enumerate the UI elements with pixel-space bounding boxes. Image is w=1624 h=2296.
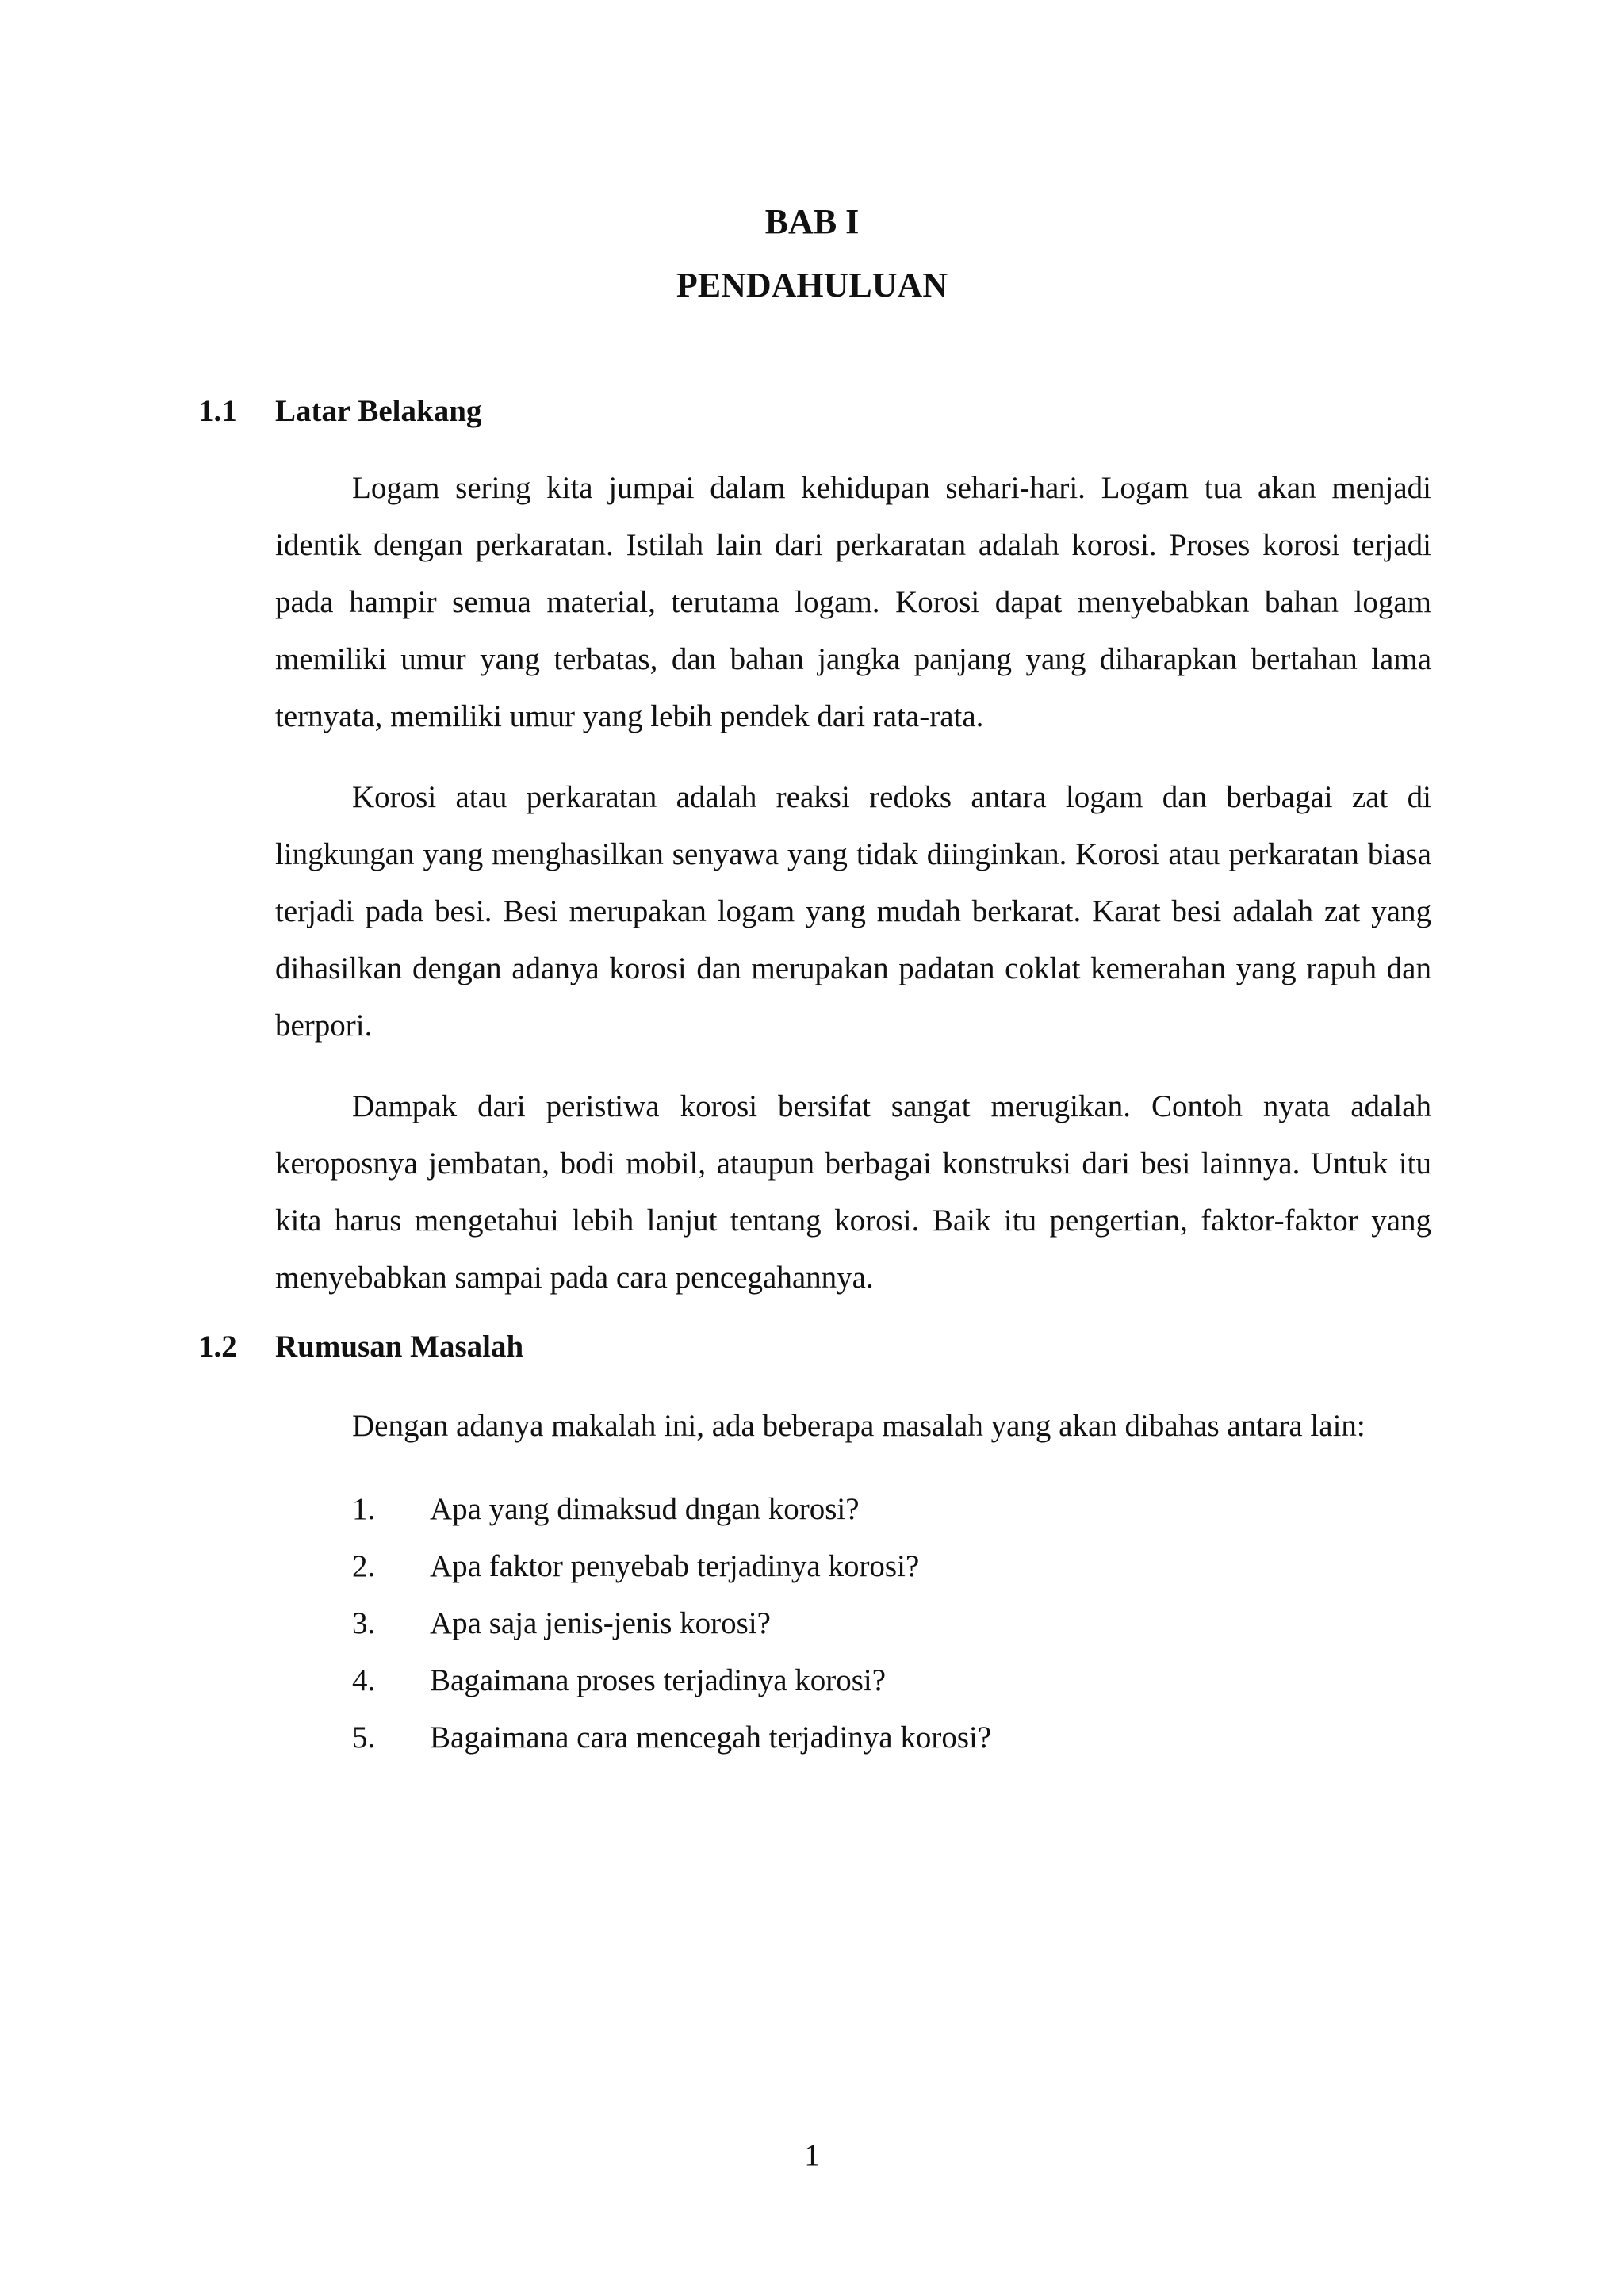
list-item-text: Bagaimana proses terjadinya korosi? (430, 1663, 887, 1697)
page-number: 1 (804, 2138, 820, 2172)
list-item (352, 1652, 1431, 1709)
chapter-title: PENDAHULUAN (676, 266, 948, 304)
list-item-number: 3. (352, 1606, 376, 1640)
section-heading-latar-belakang (198, 392, 1435, 431)
list-item-number: 5. (352, 1720, 376, 1755)
section-number: 1.2 (198, 1330, 237, 1364)
section-title: Rumusan Masalah (275, 1330, 524, 1364)
list-item (352, 1481, 1431, 1538)
list-item-text: Apa yang dimaksud dngan korosi? (430, 1492, 860, 1526)
section-number: 1.1 (198, 394, 237, 428)
problem-intro: Dengan adanya makalah ini, ada beberapa masalah yang akan dibahas antara lain: (352, 1409, 1365, 1443)
paragraph: Dampak dari peristiwa korosi bersifat sangat merugikan. Contoh nyata adalah keroposnya jembatan, bodi mobil, ataupun berbagai konstruksi dari besi lainnya. Untuk itu kita harus mengetahui lebih lanjut tentang korosi. Baik itu pengertian, faktor-faktor yang menyebabkan sampai pada cara pencegahannya. (275, 1089, 1431, 1295)
paragraph: Korosi atau perkaratan adalah reaksi redoks antara logam dan berbagai zat di lingkungan yang menghasilkan senyawa yang tidak diinginkan. Korosi atau perkaratan biasa terjadi pada besi. Besi merupakan logam yang mudah berkarat. Karat besi adalah zat yang dihasilkan dengan adanya korosi dan merupakan padatan coklat kemerahan yang rapuh dan berpori. (275, 780, 1431, 1043)
list-item-text: Bagaimana cara mencegah terjadinya korosi? (430, 1720, 992, 1755)
list-item (352, 1538, 1431, 1595)
list-item-text: Apa saja jenis-jenis korosi? (430, 1606, 771, 1640)
list-item-number: 1. (352, 1492, 376, 1526)
section-heading-rumusan-masalah (198, 1327, 1435, 1367)
chapter-number: BAB I (764, 202, 860, 241)
list-item (352, 1595, 1431, 1652)
paragraph: Logam sering kita jumpai dalam kehidupan sehari-hari. Logam tua akan menjadi identik dengan perkaratan. Istilah lain dari perkaratan adalah korosi. Proses korosi terjadi pada hampir semua material, terutama logam. Korosi dapat menyebabkan bahan logam memiliki umur yang terbatas, dan bahan jangka panjang yang diharapkan bertahan lama ternyata, memiliki umur yang lebih pendek dari rata-rata. (275, 471, 1431, 733)
list-item-text: Apa faktor penyebab terjadinya korosi? (430, 1549, 920, 1583)
list-item-number: 4. (352, 1663, 376, 1697)
section-title: Latar Belakang (275, 394, 482, 428)
problem-list (352, 1481, 1431, 1766)
list-item-number: 2. (352, 1549, 376, 1583)
list-item (352, 1709, 1431, 1766)
